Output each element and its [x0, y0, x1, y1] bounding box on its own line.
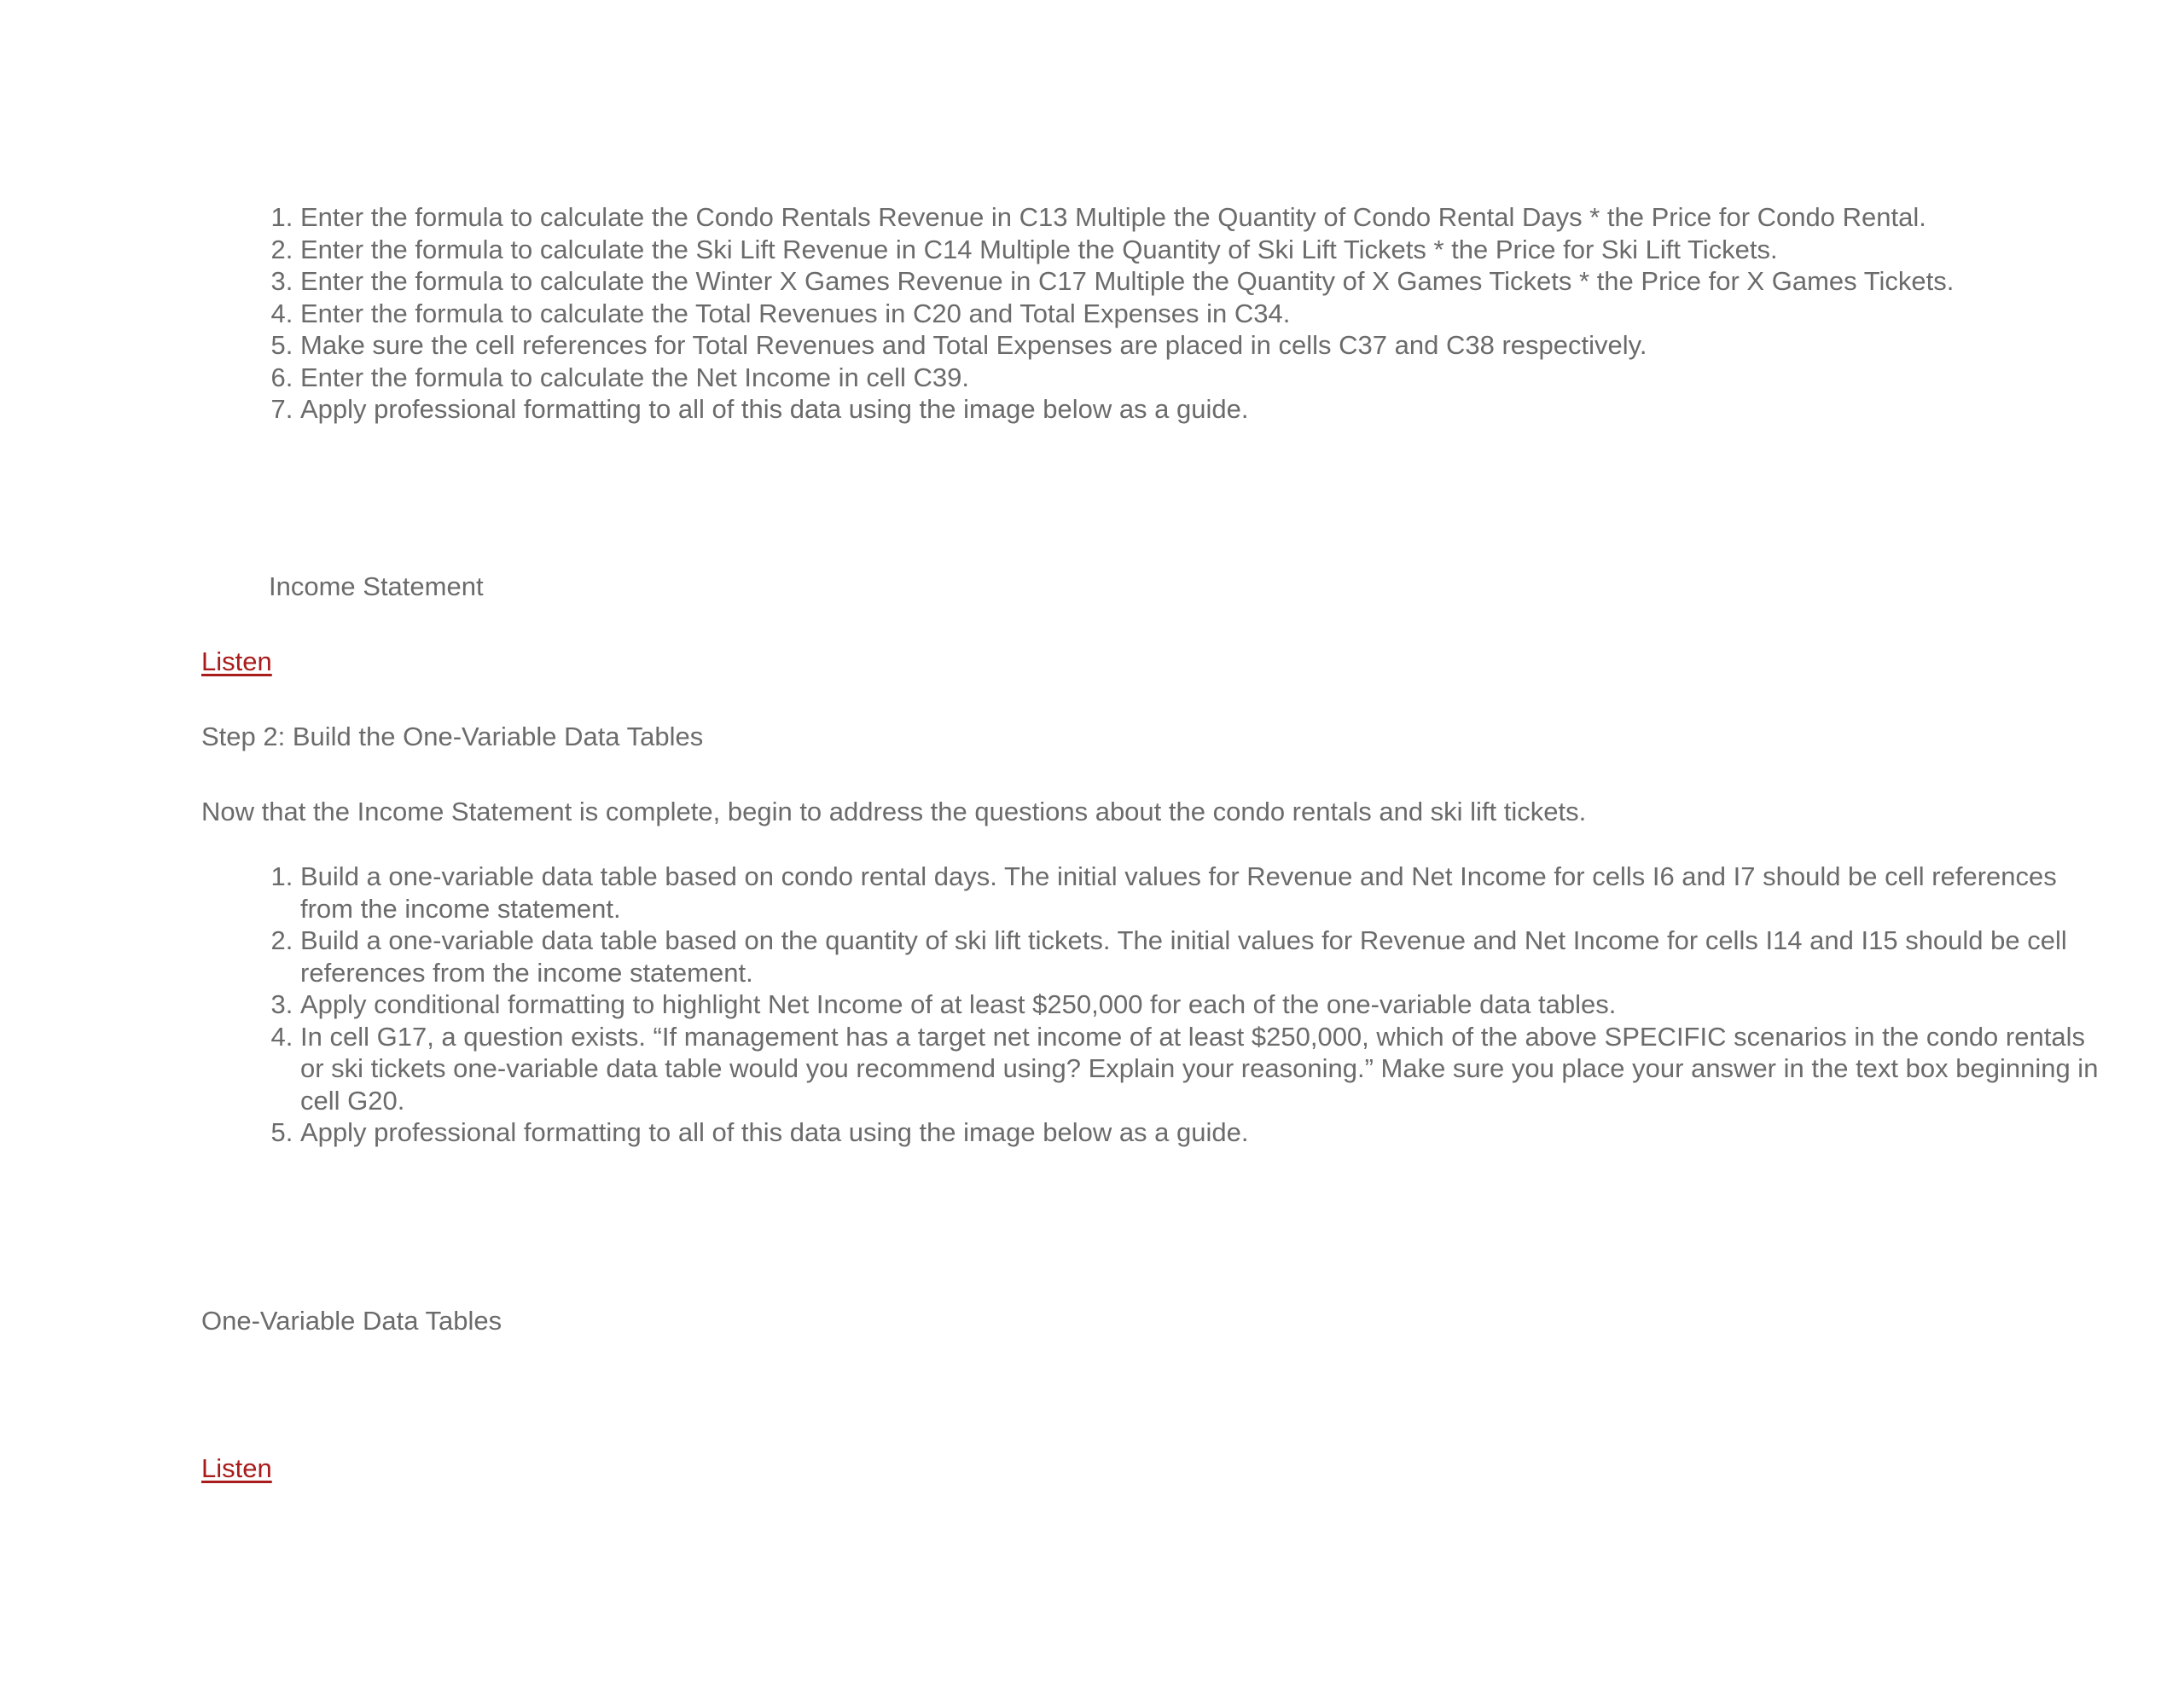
step2-heading: Step 2: Build the One-Variable Data Tables	[201, 722, 704, 751]
step2-intro: Now that the Income Statement is complete, begin to address the questions about the condo rentals and ski lift tickets.	[201, 797, 1587, 826]
list-item: 1. Enter the formula to calculate the Condo Rentals Revenue in C13 Multiple the Quantity of Condo Rental Days * the Price for Condo Rental.	[300, 201, 2100, 234]
list-item: 4. In cell G17, a question exists. “If management has a target net income of at least $250,000, which of the above SPECIFIC scenarios in the condo rentals or ski tickets one-variable data table would you recommend using? Explain your reasoning.” Make sure you place your answer in the text box beginning in cell G20.	[300, 1021, 2100, 1117]
list-item: 5. Apply professional formatting to all of this data using the image below as a guide.	[300, 1116, 2100, 1149]
list-item: 6. Enter the formula to calculate the Net Income in cell C39.	[300, 362, 2100, 394]
list-item: 4. Enter the formula to calculate the Total Revenues in C20 and Total Expenses in C34.	[300, 298, 2100, 330]
list-item: 7. Apply professional formatting to all of this data using the image below as a guide.	[300, 393, 2100, 426]
list-item: 3. Enter the formula to calculate the Winter X Games Revenue in C17 Multiple the Quantity of X Games Tickets * the Price for X Games Tickets.	[300, 265, 2100, 298]
list-item: 5. Make sure the cell references for Total Revenues and Total Expenses are placed in cells C37 and C38 respectively.	[300, 329, 2100, 362]
data-table-steps-list	[201, 861, 2100, 1149]
data-tables-caption: One-Variable Data Tables	[201, 1306, 502, 1336]
income-statement-caption: Income Statement	[269, 571, 484, 601]
list-item: 2. Enter the formula to calculate the Ski Lift Revenue in C14 Multiple the Quantity of Ski Lift Tickets * the Price for Ski Lift Tickets.	[300, 234, 2100, 266]
formula-steps-list	[201, 201, 2100, 426]
listen-link-2[interactable]: Listen	[201, 1453, 272, 1483]
list-item: 1. Build a one-variable data table based on condo rental days. The initial values for Revenue and Net Income for cells I6 and I7 should be cell references from the income statement.	[300, 861, 2100, 925]
listen-link-1[interactable]: Listen	[201, 646, 272, 676]
list-item: 2. Build a one-variable data table based on the quantity of ski lift tickets. The initial values for Revenue and Net Income for cells I14 and I15 should be cell references from the income statement.	[300, 925, 2100, 988]
list-item: 3. Apply conditional formatting to highlight Net Income of at least $250,000 for each of the one-variable data tables.	[300, 988, 2100, 1021]
